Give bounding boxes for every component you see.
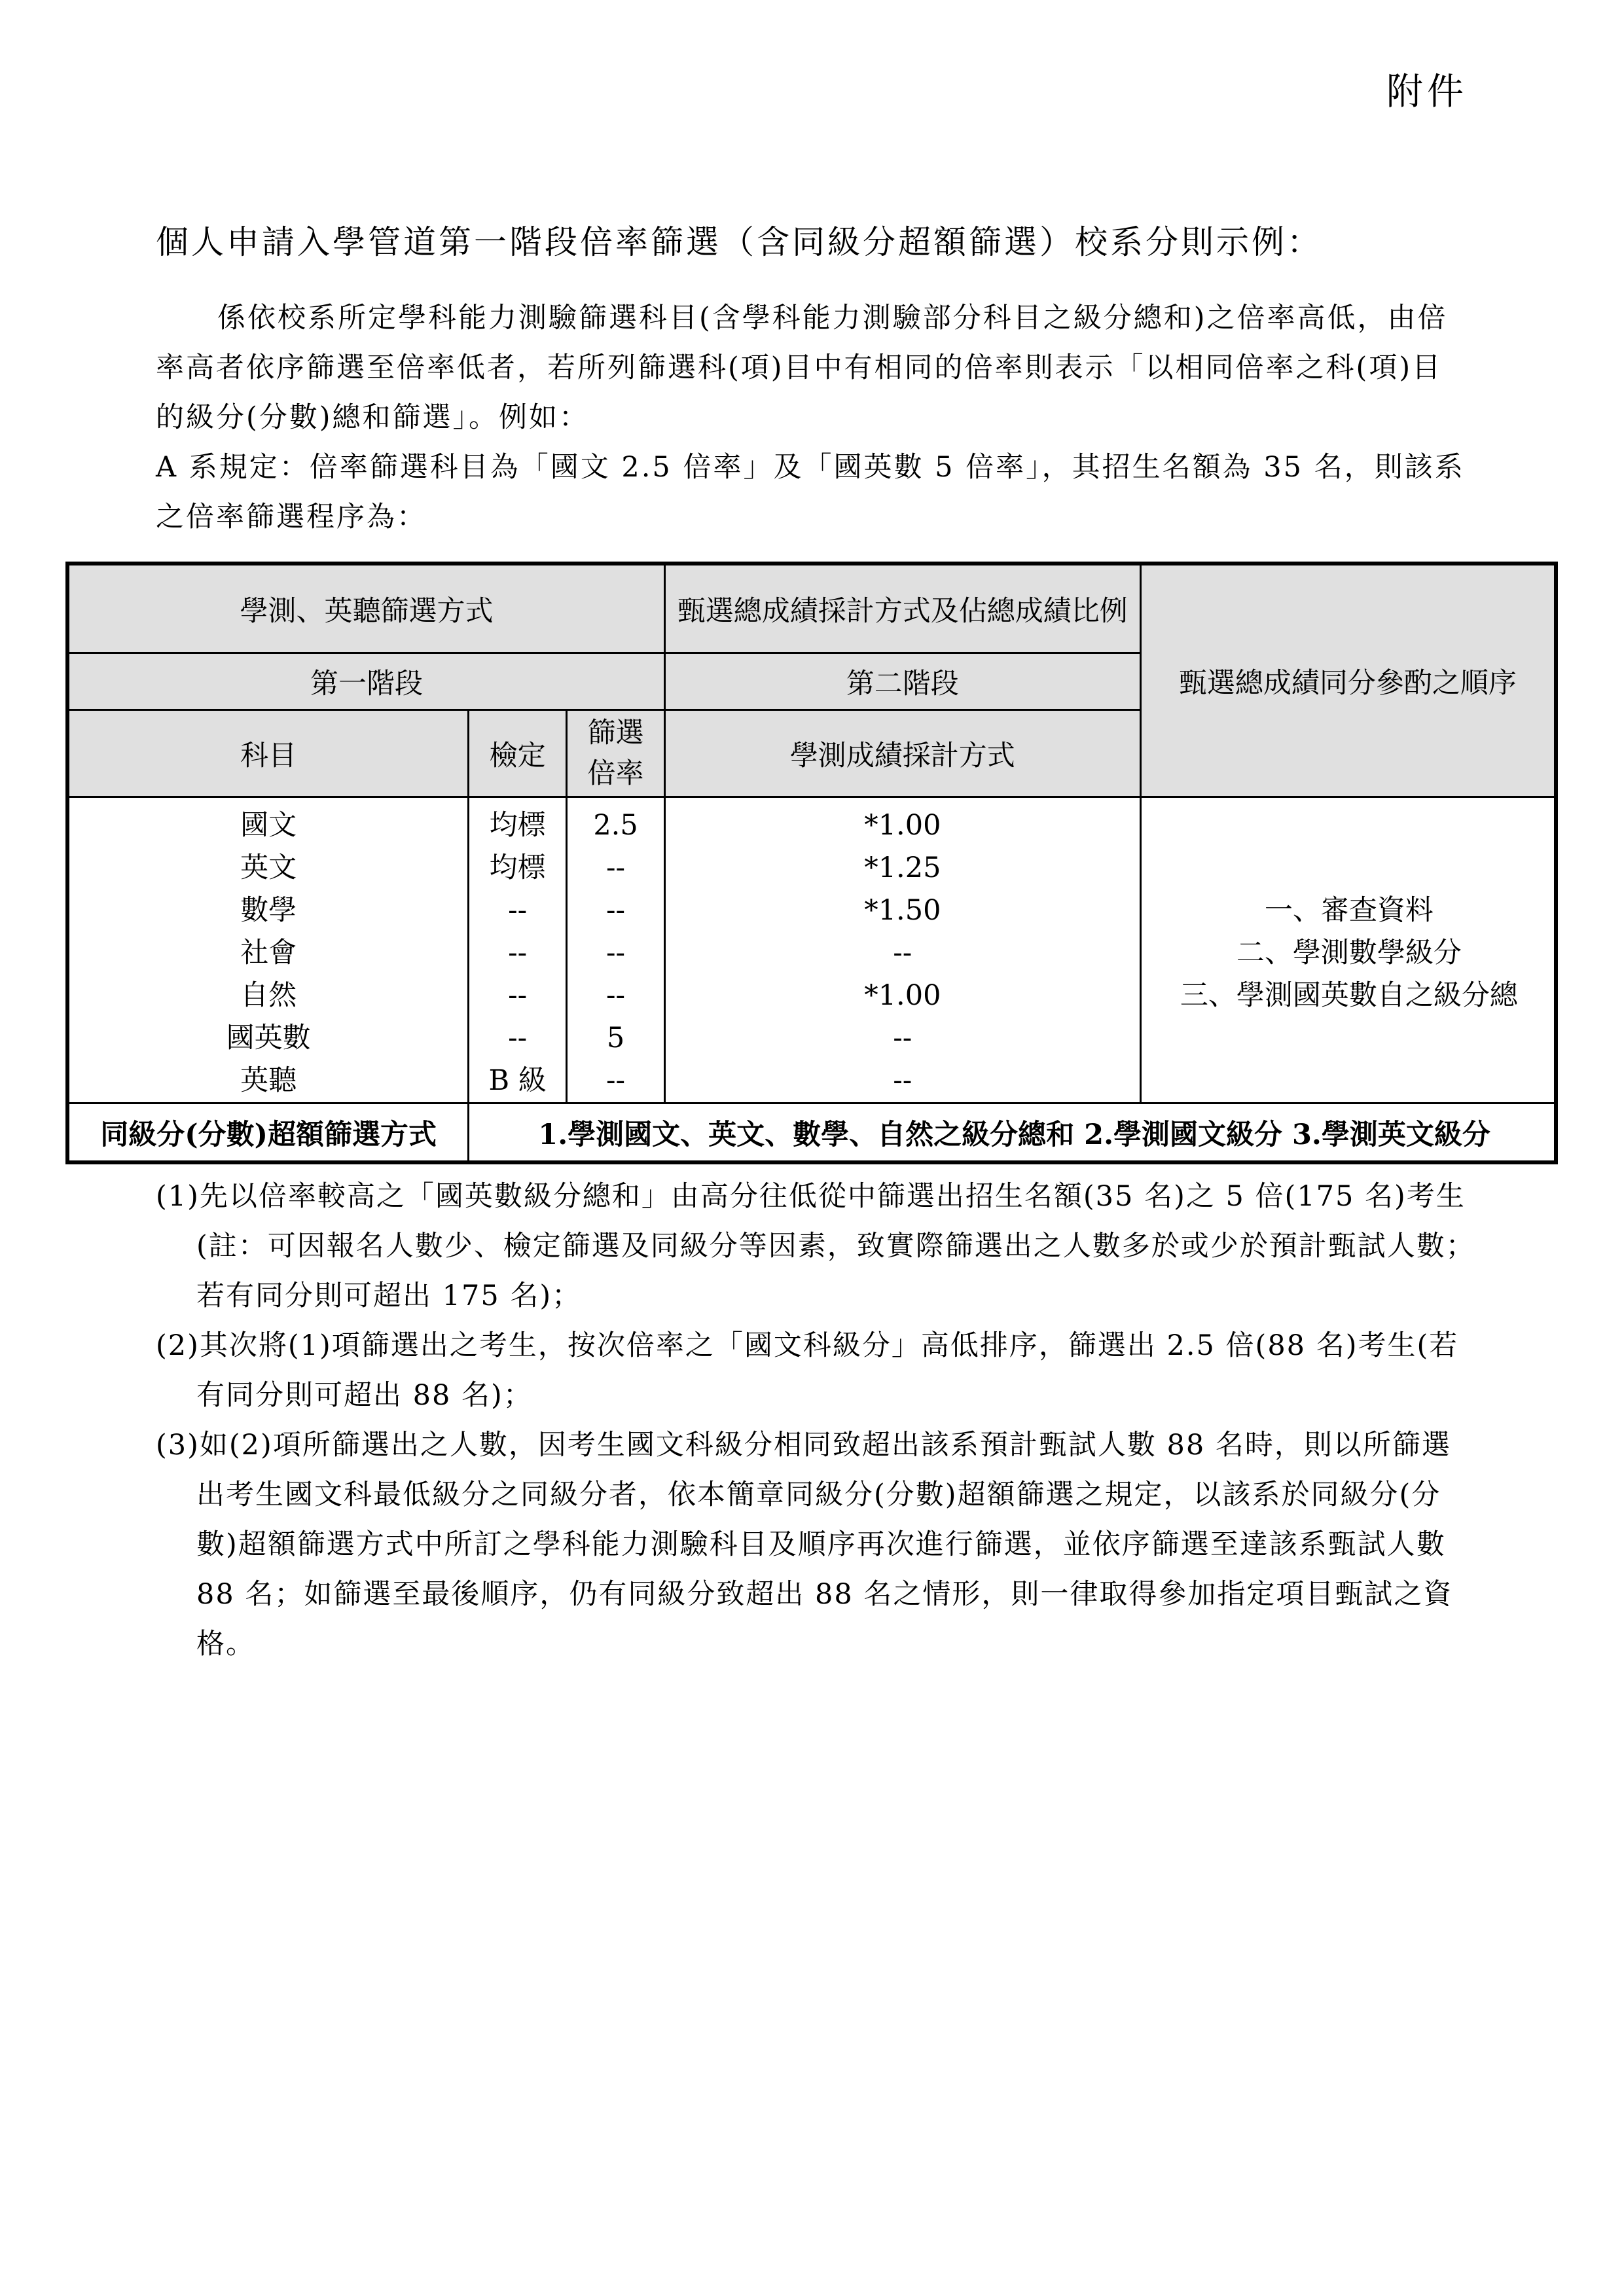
subject-cell: 國文 bbox=[240, 809, 297, 842]
check-cell: -- bbox=[508, 937, 528, 969]
multiplier-cell: -- bbox=[605, 979, 626, 1012]
score-cell: -- bbox=[893, 937, 912, 969]
header-screen-method: 學測、英聽篩選方式 bbox=[67, 564, 664, 653]
header-total-score: 甄選總成績採計方式及佔總成績比例 bbox=[664, 564, 1140, 653]
subject-cell: 國英數 bbox=[226, 1022, 311, 1054]
multiplier-cell: -- bbox=[605, 852, 626, 884]
check-cell: 均標 bbox=[489, 852, 546, 884]
intro-paragraph-2: A 系規定：倍率篩選科目為「國文 2.5 倍率」及「國英數 5 倍率」，其招生名額為 35 名，則該系之倍率篩選程序為： bbox=[156, 451, 1465, 533]
check-cell: -- bbox=[508, 894, 528, 927]
score-cell: -- bbox=[893, 1064, 912, 1097]
check-cell: -- bbox=[508, 1022, 528, 1054]
col-check: 檢定 bbox=[469, 710, 567, 797]
score-column bbox=[664, 797, 1140, 1103]
subject-cell: 社會 bbox=[240, 937, 297, 969]
page-title: 個人申請入學管道第一階段倍率篩選（含同級分超額篩選）校系分則示例： bbox=[156, 223, 1322, 261]
note-item: (2)其次將(1)項篩選出之考生，按次倍率之「國文科級分」高低排序，篩選出 2.5 倍(88 名)考生(若有同分則可超出 88 名)； bbox=[156, 1329, 1459, 1412]
score-cell: *1.00 bbox=[864, 809, 941, 842]
subject-cell: 英文 bbox=[240, 852, 297, 884]
tie-break-value: 1.學測國文、英文、數學、自然之級分總和 2.學測國文級分 3.學測英文級分 bbox=[469, 1103, 1556, 1163]
attachment-label: 附件 bbox=[1386, 71, 1468, 113]
score-cell: -- bbox=[893, 1022, 912, 1054]
multiplier-cell: -- bbox=[605, 1064, 626, 1097]
multiplier-cell: 2.5 bbox=[593, 809, 638, 842]
check-cell: 均標 bbox=[489, 809, 546, 842]
multiplier-cell: -- bbox=[605, 894, 626, 927]
intro-paragraph-1: 係依校系所定學科能力測驗篩選科目(含學科能力測驗部分科目之級分總和)之倍率高低，由倍率高者依序篩選至倍率低者，若所列篩選科(項)目中有相同的倍率則表示「以相同倍率之科(項)目的級分(分數)總和篩選」。例如： bbox=[156, 302, 1448, 434]
tie-order-item: 三、學測國英數自之級分總 bbox=[1180, 979, 1518, 1012]
note-item: (1)先以倍率較高之「國英數級分總和」由高分往低從中篩選出招生名額(35 名)之 5 倍(175 名)考生(註：可因報名人數少、檢定篩選及同級分等因素，致實際篩選出之人數多於或少於預計甄試人數；若有同分則可超出 175 名)； bbox=[156, 1180, 1475, 1312]
header-tie-order: 甄選總成績同分參酌之順序 bbox=[1140, 564, 1556, 797]
multiplier-cell: -- bbox=[605, 937, 626, 969]
procedure-notes bbox=[156, 1172, 1478, 1669]
subject-cell: 英聽 bbox=[240, 1064, 297, 1097]
check-cell: -- bbox=[508, 979, 528, 1012]
tie-order-column bbox=[1140, 797, 1556, 1103]
note-item: (3)如(2)項所篩選出之人數，因考生國文科級分相同致超出該系預計甄試人數 88 名時，則以所篩選出考生國文科最低級分之同級分者，依本簡章同級分(分數)超額篩選之規定，以該系於同級分(分數)超額篩選方式中所訂之學科能力測驗科目及順序再次進行篩選，並依序篩選至達該系甄試人數 88 名；如篩選至最後順序，仍有同級分致超出 88 名之情形，則一律取得參加指定項目甄試之資格。 bbox=[156, 1429, 1453, 1660]
check-column bbox=[469, 797, 567, 1103]
col-subject: 科目 bbox=[67, 710, 469, 797]
col-multiplier: 篩選倍率 bbox=[567, 710, 665, 797]
subject-column bbox=[67, 797, 469, 1103]
score-cell: *1.25 bbox=[864, 852, 941, 884]
tie-break-label: 同級分(分數)超額篩選方式 bbox=[67, 1103, 469, 1163]
screening-table bbox=[65, 562, 1558, 1164]
multiplier-column bbox=[567, 797, 665, 1103]
intro-text bbox=[156, 293, 1471, 542]
col-score-method: 學測成績採計方式 bbox=[664, 710, 1140, 797]
score-cell: *1.00 bbox=[864, 979, 941, 1012]
score-cell: *1.50 bbox=[864, 894, 941, 927]
check-cell: B 級 bbox=[488, 1064, 547, 1097]
subject-cell: 自然 bbox=[240, 979, 297, 1012]
header-stage-2: 第二階段 bbox=[664, 653, 1140, 710]
subject-cell: 數學 bbox=[240, 894, 297, 927]
multiplier-cell: 5 bbox=[606, 1022, 625, 1054]
tie-order-item: 二、學測數學級分 bbox=[1236, 937, 1462, 969]
tie-order-item: 一、審查資料 bbox=[1264, 894, 1434, 927]
header-stage-1: 第一階段 bbox=[67, 653, 664, 710]
